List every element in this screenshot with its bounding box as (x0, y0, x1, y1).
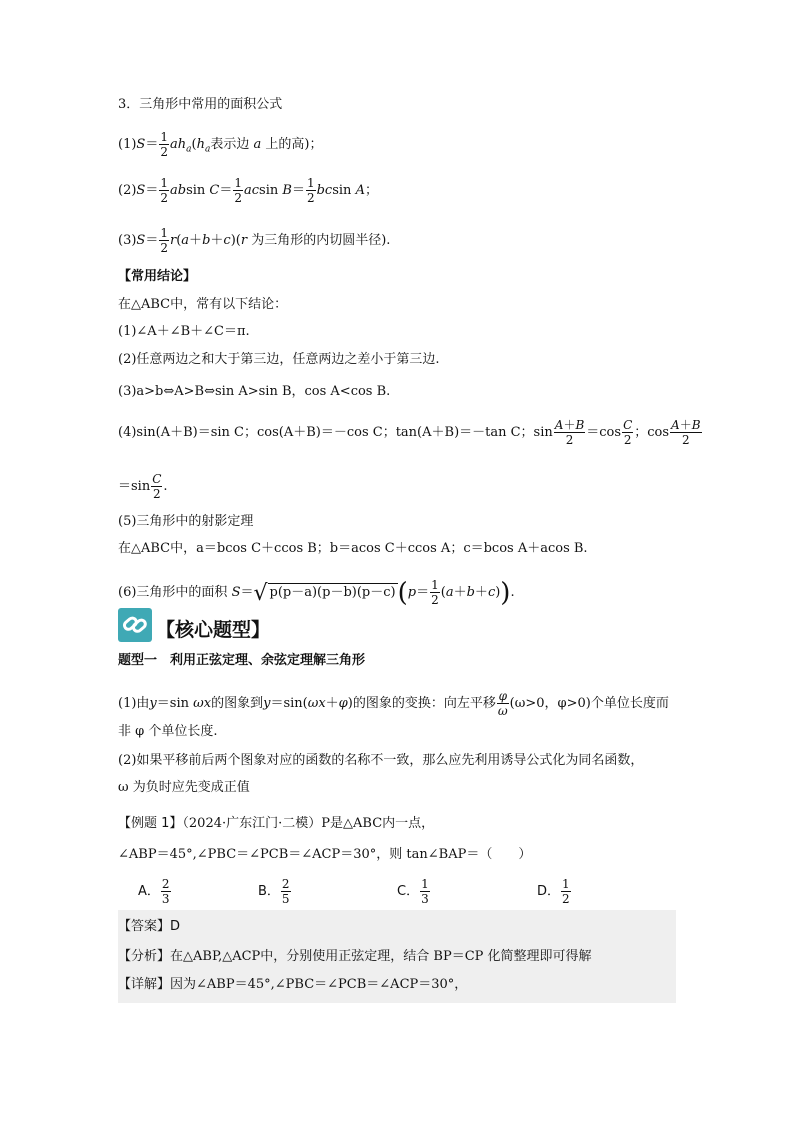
paragraph-2: (2)如果平移前后两个图象对应的函数的名称不一致，那么应先利用诱导公式化为同名函数， (118, 753, 644, 768)
answer: 【答案】D (118, 919, 181, 934)
option-c: C． $\frac{1}{3}$ (397, 877, 429, 906)
conclusion-4: (4)sin(A＋B)＝sin C；cos(A＋B)＝－cos C；tan(A＋B)＝－tan C；sin $\frac{A+B}{2}$ ＝cos $\frac{C}{2}$ ；cos $\frac{A+B}{2}$ (118, 418, 701, 447)
option-a: A． $\frac{2}{3}$ (138, 877, 170, 906)
section3-title: 3．三角形中常用的面积公式 (118, 97, 283, 112)
analysis: 【分析】在△ABP,△ACP中，分别使用正弦定理，结合 BP＝CP 化简整理即可得解 (118, 949, 592, 964)
conclusions-intro: 在△ABC中，常有以下结论： (118, 297, 288, 312)
detail: 【详解】因为∠ABP＝45°,∠PBC＝∠PCB＝∠ACP＝30°， (118, 977, 468, 992)
conclusion-6: (6)三角形中的面积 S＝√ p(p－a)(p－b)(p－c)(p＝ $\frac{1}{2}$ (a＋b＋c)). (118, 578, 515, 608)
example-1-stem: 【例题 1】（2024·广东江门·二模）P是△ABC内一点， (118, 816, 435, 831)
example-1-condition: ∠ABP＝45°,∠PBC＝∠PCB＝∠ACP＝30°，则 tan∠BAP＝（ ） (118, 847, 532, 862)
formula-3: (3)S＝ $\frac{1}{2}$ r(a＋b＋c)(r 为三角形的内切圆半径). (118, 226, 391, 255)
type-1-heading: 题型一 利用正弦定理、余弦定理解三角形 (118, 653, 366, 668)
option-d: D． $\frac{1}{2}$ (537, 877, 570, 906)
link-icon (118, 608, 152, 642)
paragraph-2-line2: ω 为负时应先变成正值 (118, 780, 250, 795)
formula-1: (1)S＝ $\frac{1}{2}$ $ah_a(h_a$表示边 a 上的高)； (118, 130, 323, 159)
option-b: B． $\frac{2}{5}$ (258, 877, 290, 906)
conclusion-3: (3)a>b⇔A>B⇔sin A>sin B，cos A<cos B. (118, 384, 391, 399)
paragraph-1-line2: 非 φ 个单位长度. (118, 724, 218, 739)
conclusions-heading: 【常用结论】 (118, 269, 197, 284)
conclusion-2: (2)任意两边之和大于第三边，任意两边之差小于第三边. (118, 352, 440, 367)
conclusion-5: (5)三角形中的射影定理 (118, 514, 254, 529)
conclusion-4-cont: ＝sin $\frac{C}{2}$ . (118, 472, 168, 501)
conclusion-1: (1)∠A＋∠B＋∠C＝π. (118, 324, 250, 339)
paragraph-1: (1)由y＝sin ωx的图象到y＝sin(ωx＋φ)的图象的变换：向左平移 $\frac{\varphi}{\omega}$ (ω>0，φ>0)个单位长度而 (118, 689, 669, 718)
core-title: 【核心题型】 (156, 619, 271, 641)
formula-2: (2)S＝ $\frac{1}{2}$ absin C＝ $\frac{1}{2}$ acsin B＝ $\frac{1}{2}$ bcsin A； (118, 176, 378, 205)
conclusion-5-body: 在△ABC中，a＝bcos C＋ccos B；b＝acos C＋ccos A；c＝bcos A＋acos B. (118, 541, 588, 556)
